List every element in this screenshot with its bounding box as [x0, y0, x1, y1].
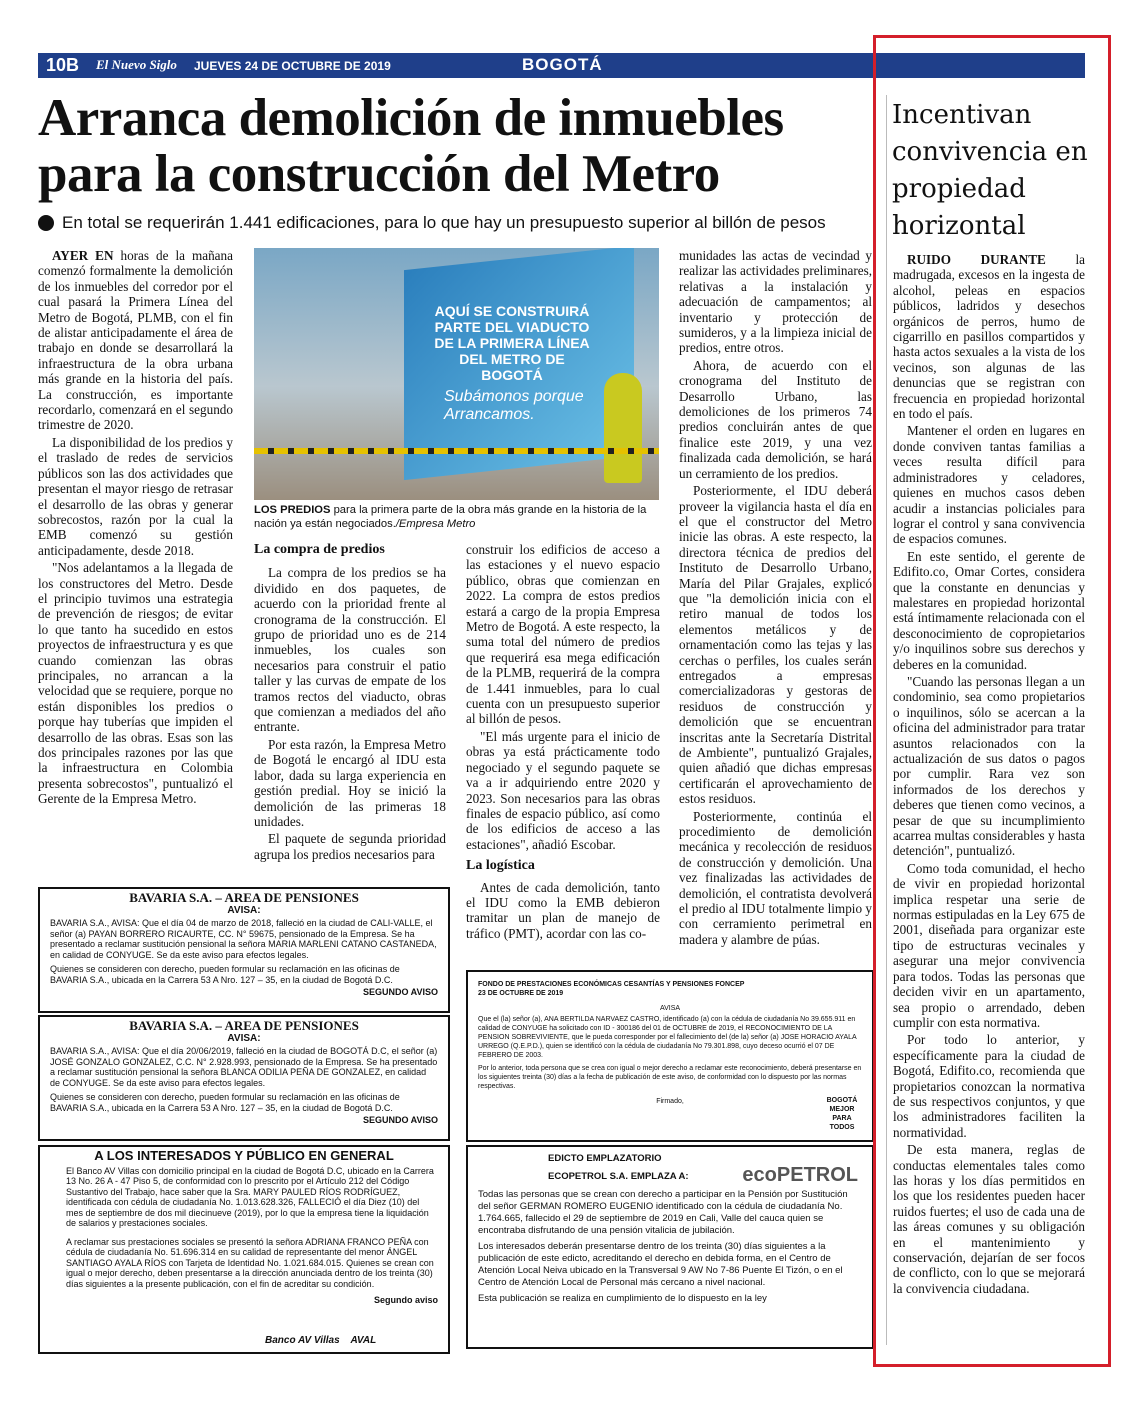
page-number: 10B	[46, 55, 80, 75]
ad-avisa: AVISA	[659, 1005, 681, 1012]
ad-date: 23 DE OCTUBRE DE 2019	[478, 990, 564, 997]
newspaper-name: El Nuevo Siglo	[96, 57, 177, 72]
lead-in: AYER EN	[52, 248, 114, 263]
caution-tape	[254, 448, 659, 454]
col4-paragraph-3: Posteriormente, el IDU deberá proveer la vigilancia hasta el día en el que el constructor del Metro inicie las obras. A este respecto, la directora técnica de predios del Instituto de Desarrollo Urbano, María del Pilar Grajales, explicó que "la demolición inicia con el retiro manual de todos los elementos metálicos y de ornamentación como las tejas y las cerchas o perfiles, los cuales serán entregados a empresas comercializadoras y gestoras de residuos de construcción y demolición que se encuentran inscritas ante la Secretaría Distrital de Ambiente", puntualizó Grajales, quien añadió que dichas empresas certificarán el aprovechamiento de estos residuos.	[679, 483, 872, 807]
ad-title: A LOS INTERESADOS Y PÚBLICO EN GENERAL	[94, 1148, 394, 1163]
ad-footer: Segundo aviso	[373, 1295, 438, 1305]
ad-footer: SEGUNDO AVISO	[362, 1115, 438, 1125]
col3-paragraph-1: construir los edificios de acceso a las estaciones y el nuevo espacio público, obras que comienzan en 2022. La compra de estos predios estará a cargo de la propia Empresa Metro de Bogotá. A este respecto, la suma total del número de predios que requerirá esa mega edificación de la PLMB, requerirá de la compra de 1.441 inmuebles, para lo cual cuenta con un presupuesto superior al billón de pesos.	[466, 542, 660, 727]
ad-av-villas	[38, 1145, 450, 1354]
sidebar-paragraph-5: Como toda comunidad, el hecho de vivir en propiedad horizontal implica respetar una serie de normas estipuladas en la Ley 675 de 2001, diseñada para organizar este tipo de estructuras vecinales y asegurar una mejor convivencia para todos. Todas las personas que deciden vivir en un apartamento, sea propio o arrendado, deben cumplir con esta normativa.	[893, 860, 1085, 1030]
sidebar-divider	[886, 95, 887, 1345]
caption-credit: /Empresa Metro	[395, 517, 476, 530]
sidebar-lead: RUIDO DURANTE	[907, 252, 1046, 267]
ad-body-2: A reclamar sus prestaciones sociales se presentó la señora ADRIANA FRANCO PEÑA con cédula de ciudadanía No. 51.696.314 en su calidad de representante del menor ÁNGEL SANTIAGO AYALA RÍOS con Tarjeta de Identidad No. 1.021.684.015. Quienes se crean con igual o mejor derecho, deben presentarse a la dirección anunciada dentro de los treinta (30) días siguientes a la presente publicación, con el fin de acreditar su condición.	[66, 1236, 434, 1289]
sidebar-paragraph-2: Mantener el orden en lugares en donde conviven tantas familias a veces resulta difícil para administradores y celadores, quienes en muchos casos deben acudir a instancias policiales para lograr el control y sana convivencia de espacios comunes.	[893, 423, 1085, 547]
subtitle-compra: La compra de predios	[254, 542, 385, 557]
av-villas-logo	[265, 1336, 376, 1347]
banner-text: AQUÍ SE CONSTRUIRÁ PARTE DEL VIADUCTO DE LA PRIMERA LÍNEA DEL METRO DE BOGOTÁ	[434, 303, 590, 383]
ad-body: Todas las personas que se crean con derecho a participar en la Pensión por Sustitución del señor GERMAN ROMERO EUGENIO identificado con la cédula de ciudadanía No. 1.764.665, fallecido el 29 de septiembre de 2019 en Cali, Valle del cauca quien se encontraba disfrutando de una pensión vitalicia de jubilación.	[478, 1189, 848, 1236]
ad-avisa: AVISA:	[227, 904, 261, 916]
article-column-2	[254, 542, 446, 864]
ad-body-2: Quienes se consideren con derecho, pueden formular su reclamación en las oficinas de BAVARIA S.A., ubicada en la Carrera 53 A Nro. 127 – 35, en la ciudad de Bogotá D.C.	[50, 1092, 400, 1113]
sidebar-body	[893, 252, 1085, 1298]
sidebar-title: Incentivan convivencia en propiedad horizontal	[892, 100, 1088, 241]
worker-figure	[604, 373, 642, 483]
ecopetrol-logo: ecoPETROL	[742, 1164, 858, 1186]
subtitle-logistica: La logística	[466, 858, 535, 874]
ad-body-2: Los interesados deberán presentarse dentro de los treinta (30) días siguientes a la publicación de este edicto, acreditando el derecho en debida forma, en el Centro de Atención Local Neiva ubicado en la Transversal 9 AW No 7-86 Puente El Tizón, o en el Centro de Atención Local de Personal más cercano a nivel nacional.	[478, 1241, 843, 1288]
col2-paragraph-3: El paquete de segunda prioridad agrupa los predios necesarios para	[254, 831, 446, 862]
ad-foncep	[466, 970, 874, 1142]
ad-signed: Firmado,	[656, 1098, 684, 1105]
col1-paragraph-1: horas de la mañana comenzó formalmente la demolición de los inmuebles del corredor por el cual pasará la Primera Línea del Metro de Bogotá, PLMB, con el fin de alistar anticipadamente el área de trabajo en donde se desarrollará la infraestructura de la obra urbana más grande en la historia del país. La construcción, es importante recordarlo, comenzará en el segundo trimestre de 2020.	[38, 248, 233, 433]
sidebar-paragraph-6: Por todo lo anterior, y específicamente para la ciudad de Bogotá, Edifito.co, recomienda que propietarios conozcan la normativa de sus respectivos conjuntos, y que los administradores faciliten la normatividad.	[893, 1032, 1085, 1140]
ad-bavaria-1	[38, 887, 450, 1013]
caption-text: para la primera parte de la obra más grande en la historia de la nación ya están negociados.	[254, 504, 647, 530]
ad-footer: SEGUNDO AVISO	[362, 987, 438, 997]
caption-lead: LOS PREDIOS	[254, 504, 331, 516]
article-column-4	[679, 248, 872, 949]
banner-slogan: Subámonos porque Arrancamos.	[444, 388, 584, 423]
ad-subtitle: ECOPETROL S.A. EMPLAZA A:	[548, 1171, 689, 1182]
aval-logo-text: AVAL	[350, 1334, 377, 1346]
col3-paragraph-3: Antes de cada demolición, tanto el IDU como la EMB debieron tramitar un plan de manejo de tráfico (PMT), acordar con las co-	[466, 879, 660, 941]
col4-paragraph-4: Posteriormente, continúa el procedimiento de demolición mecánica y recolección de residuos de construcción y demolición. Una vez finalizadas las actividades de demolición, el contratista devolverá el predio al IDU totalmente limpio y con cerramiento perimetral en madera y alambre de púas.	[679, 808, 872, 947]
ad-title: FONDO DE PRESTACIONES ECONÓMICAS CESANTÍAS Y PENSIONES FONCEP	[478, 981, 745, 988]
col4-paragraph-2: Ahora, de acuerdo con el cronograma del Instituto de Desarrollo Urbano, las demoliciones de los primeros 74 predios concluirán antes de que finalice este 2019, y una vez finalizada cada demolición, se hará un cerramiento de los predios.	[679, 357, 872, 481]
ad-title: EDICTO EMPLAZATORIO	[548, 1153, 662, 1164]
article-headline: Arranca demolición de inmuebles para la construcción del Metro	[38, 89, 784, 203]
ad-body: BAVARIA S.A., AVISA: Que el día 20/06/2019, falleció en la ciudad de BOGOTÁ D.C, el señor (a) JOSÉ GONZALO GONZALEZ, C.C. N° 2.928.993, pensionado de la Empresa. Se ha presentado a reclamar sustitución pensional la señora BLANCA ODILIA PEÑA DE GONZALEZ, en calidad de CONYUGE. Se da este aviso para efectos legales.	[50, 1046, 438, 1088]
article-column-3	[466, 542, 660, 943]
col3-paragraph-2: "El más urgente para el inicio de obras ya está prácticamente todo negociado y el segundo paquete se va a ir adquiriendo entre 2020 y 2023. Son necesarios para las obras finales de espacio público, así como de los edificios de acceso a las estaciones", añadió Escobar.	[466, 728, 660, 852]
bullet-icon	[38, 215, 54, 231]
section-name: BOGOTÁ	[522, 55, 603, 74]
subhead-text: En total se requerirán 1.441 edificaciones, para lo que hay un presupuesto superior al billón de pesos	[62, 213, 826, 232]
ad-title: BAVARIA S.A. – AREA DE PENSIONES	[129, 890, 359, 905]
ad-body: El Banco AV Villas con domicilio principal en la ciudad de Bogotá D.C, ubicado en la Carrera 13 No. 26 A - 47 Piso 5, de conformidad con lo prescrito por el Artículo 212 del Código Sustantivo del Trabajo, hace saber que la Sra. MARY PAULED RÍOS RODRÍGUEZ, identificada con cédula de ciudadanía No. 1.013.628.326, FALLECIÓ el día Diez (10) del mes de septiembre de dos mil diecinueve (2019), por lo que la empresa tiene la liquidación de salarios y prestaciones sociales.	[66, 1165, 434, 1228]
col4-paragraph-1: munidades las actas de vecindad y realizar las actividades preliminares, relativas a la instalación y adecuación de campamentos; al inventario y protección de sumideros, y a la limpieza inicial de predios, entre otros.	[679, 248, 872, 356]
ad-bavaria-2	[38, 1015, 450, 1141]
ad-title: BAVARIA S.A. – AREA DE PENSIONES	[129, 1018, 359, 1033]
sidebar-paragraph-4: "Cuando las personas llegan a un condominio, sea como propietarios o inquilinos, sólo se acercan a la oficina del administrador para tratar asuntos relacionados con la actualización de sus datos o pagos por cumplir. Rara vez son informados de los derechos y deberes que tienen como vecinos, a pesar de que su incumplimiento acarrea multas considerables y hasta detención", puntualizó.	[893, 673, 1085, 859]
bogota-logo: BOGOTÁ MEJOR PARA TODOS	[826, 1097, 858, 1131]
logo-text: Banco AV Villas	[265, 1334, 340, 1346]
article-column-1	[38, 248, 233, 809]
ad-body-2: Por lo anterior, toda persona que se crea con igual o mejor derecho a reclamar este reconocimiento, deberá presentarse en los siguientes treinta (30) días a la fecha de publicación de este aviso, de conformidad con lo dispuesto por las normas respectivas.	[478, 1065, 862, 1090]
sidebar-paragraph-7: De esta manera, reglas de conductas elementales tales como las horas y los días permitidos en los que los residentes pueden hacer ruidos fuertes; el uso de cada una de las áreas comunes y su obligación en el mantenimiento y conservación, dejarían de ser focos de conflicto, con lo que se mejorará la convivencia ciudadana.	[893, 1142, 1085, 1296]
photo-caption	[254, 504, 659, 531]
issue-date: JUEVES 24 DE OCTUBRE DE 2019	[194, 59, 391, 73]
sidebar-paragraph-3: En este sentido, el gerente de Edifito.co, Omar Cortes, considera que la constante en denuncias y malestares en propiedad horizontal está íntimamente relacionada con el desconocimiento de copropietarios y/o inquilinos sobre sus derechos y deberes en la comunidad.	[893, 548, 1085, 672]
ad-body-3: Esta publicación se realiza en cumplimiento de lo dispuesto en la ley	[478, 1293, 767, 1304]
ad-ecopetrol	[466, 1145, 874, 1349]
col1-paragraph-2: La disponibilidad de los predios y el traslado de redes de servicios públicos son las dos actividades que presentan el mayor riesgo de retrasar el desarrollo de las obras y generar sobrecostos, razón por la cual la EMB comenzó su gestión anticipadamente, desde 2018.	[38, 434, 233, 558]
ad-avisa: AVISA:	[227, 1032, 261, 1044]
article-subhead	[38, 213, 878, 233]
col2-paragraph-1: La compra de los predios se ha dividido en dos paquetes, de acuerdo con la prioridad frente al cronograma de la construcción. El grupo de prioridad uno es de 214 inmuebles, los cuales son necesarios para construir el patio taller y las curvas de empate de los tramos rectos del viaducto, obras que comienzan a mediados del año entrante.	[254, 565, 446, 735]
col2-paragraph-2: Por esta razón, la Empresa Metro de Bogotá le encargó al IDU esta labor, dada su larga experiencia en gestión predial. Hoy se inició la demolición de las primeras 18 unidades.	[254, 736, 446, 829]
ad-body-2: Quienes se consideren con derecho, pueden formular su reclamación en las oficinas de BAVARIA S.A., ubicada en la Carrera 53 A Nro. 127 – 35, en la ciudad de Bogotá D.C.	[50, 964, 400, 985]
sidebar-paragraph-1: la madrugada, excesos en la ingesta de alcohol, peleas en espacios públicos, ladridos y desechos orgánicos de perros, humo de cigarrillo en pasillos compartidos y hasta actos sexuales a la vista de los vecinos, son algunas de las denuncias que se registran con frecuencia en propiedad horizontal en todo el país.	[893, 252, 1085, 422]
ad-body: Que el (la) señor (a), ANA BERTILDA NARVAEZ CASTRO, identificado (a) con la cédula de ciudadanía No 39.655.911 en calidad de CONYUGE ha solicitado con ID - 300186 del 01 de OCTUBRE de 2019, el RECONOCIMIENTO DE LA PENSION SOBREVIVIENTE, que le pueda corresponder por el fallecimiento del (de la) señor (a) JOSE HORACIO AYALA URREGO (Q.E.P.D.), quien se identificó con la cédula de ciudadanía No 79.301.898, cuyo deceso ocurrió el 07 DE FEBRERO DE 2003.	[478, 1016, 857, 1059]
ad-body: BAVARIA S.A., AVISA: Que el día 04 de marzo de 2018, falleció en la ciudad de CALI-VALLE, el señor (a) PAYAN BORRERO RICAURTE, CC. N° 59675, pensionado de la Empresa. Se ha presentado a reclamar sustitución pensional la señora MARIA MARLENI CATANO CASTANEDA, en calidad de CONYUGE. Se da este aviso para efectos legales.	[50, 918, 437, 960]
col1-paragraph-3: "Nos adelantamos a la llegada de los constructores del Metro. Desde el principio tuvimos una estrategia de prevención de riesgos; de evitar lo que tanto ha sucedido en estos proyectos de infraestructura y es que cuando comienzan las obras principales, no arrancan a la velocidad que se requiere, porque no están disponibles los predios o porque hay tuberías que impiden el desarrollo de las obras. Esas son las dos principales razones por las que la infraestructura en Colombia presenta sobrecostos", puntualizó el Gerente de la Empresa Metro.	[38, 560, 233, 807]
article-photo	[254, 248, 659, 500]
